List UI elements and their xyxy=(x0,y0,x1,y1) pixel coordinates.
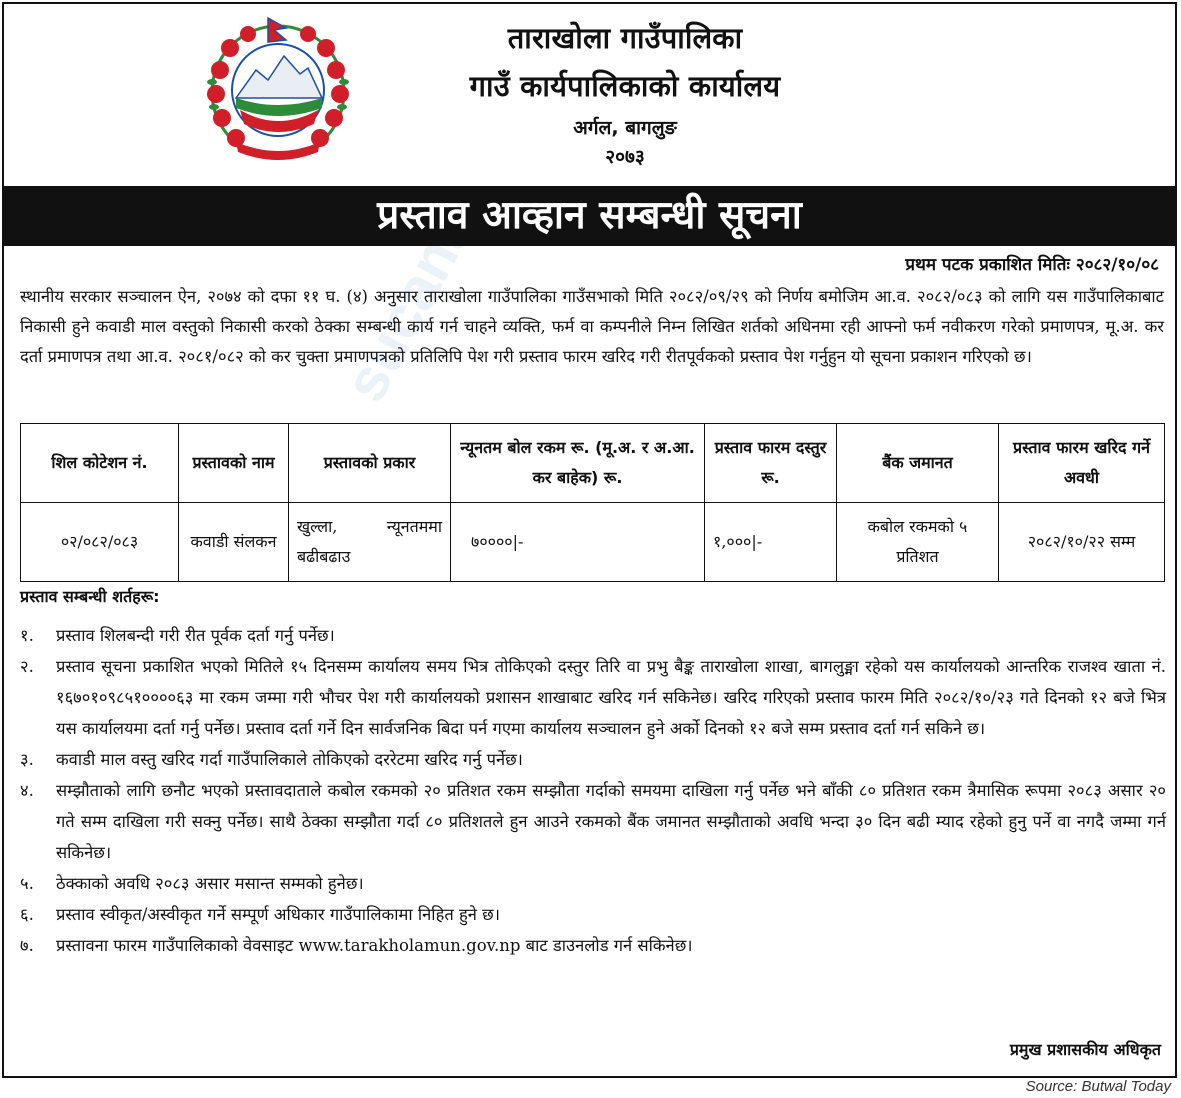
term-text: कवाडी माल वस्तु खरिद गर्दा गाउँपालिकाले तोकिएको दररेटमा खरिद गर्नु पर्नेछ। xyxy=(56,750,523,769)
term-number: ७. xyxy=(20,936,34,955)
list-item xyxy=(20,651,1166,744)
office-address: अर्गल, बागलुङ xyxy=(573,117,677,139)
list-item xyxy=(20,744,1166,775)
signatory-title: प्रमुख प्रशासकीय अधिकृत xyxy=(1009,1040,1161,1059)
notice-intro: स्थानीय सरकार सञ्चालन ऐन, २०७४ को दफा ११ घ. (४) अनुसार ताराखोला गाउँपालिका गाउँसभाको मिति २०८२/०९/२९ को निर्णय बमोजिम आ.व. २०८२/०८३ को लागि यस गाउँपालिकाबाट निकासी हुने कवाडी माल वस्तुको निकासी करको ठेक्का सम्बन्धी कार्य गर्न चाहने व्यक्ति, फर्म वा कम्पनीले निम्न लिखित शर्तको अधिनमा रही आफ्नो फर्म नवीकरण गरेको प्रमाणपत्र, मू.अ. कर दर्ता प्रमाणपत्र तथा आ.व. २०८१/०८२ को कर चुक्ता प्रमाणपत्रको प्रतिलिपि पेश गरी प्रस्ताव फारम खरिद गरी रीतपूर्वकको प्रस्ताव पेश गर्नुहुन यो सूचना प्रकाशन गरिएको छ। xyxy=(20,287,1164,366)
term-text: सम्झौताको लागि छनौट भएको प्रस्तावदाताले कबोल रकमको २० प्रतिशत रकम सम्झौता गर्दाको समयमा दाखिला गर्नु पर्नेछ भने बाँकी ८० प्रतिशत रकम त्रैमासिक रूपमा २०८३ असार २० गते सम्म दाखिला गरी सक्नु पर्नेछ। साथै ठेक्का सम्झौता गर्दा ८० प्रतिशतले हुन आउने रकमको बैंक जमानत सम्झौताको अवधि भन्दा ३० दिन बढी म्याद रहेको हुनु पर्ने वा नगदै जम्मा गर्न सकिनेछ। xyxy=(56,781,1166,862)
established-year: २०७३ xyxy=(605,146,645,168)
published-date-label: प्रथम पटक प्रकाशित मितिः xyxy=(905,255,1070,275)
proposal-type-cell: खुल्ला, न्यूनतममा बढीबढाउ xyxy=(289,503,451,582)
table-header: बैंक जमानत xyxy=(837,424,999,503)
terms-title: प्रस्ताव सम्बन्धी शर्तहरू: xyxy=(20,587,160,606)
list-item xyxy=(20,899,1166,930)
term-text: ठेक्काको अवधि २०८३ असार मसान्त सम्मको हुनेछ। xyxy=(56,874,364,893)
min-bid-cell: ७००००|- xyxy=(451,503,705,582)
bank-guarantee-cell: कबोल रकमको ५ प्रतिशत xyxy=(837,503,999,582)
table-header: शिल कोटेशन नं. xyxy=(21,424,179,503)
source-credit: Source: Butwal Today xyxy=(1025,1078,1171,1095)
list-item xyxy=(20,620,1166,651)
table-header: प्रस्तावको प्रकार xyxy=(289,424,451,503)
watermark: sucana xyxy=(330,197,488,412)
list-item xyxy=(20,930,1166,961)
term-number: १. xyxy=(20,626,34,645)
government-emblem-icon xyxy=(196,12,361,164)
term-number: २. xyxy=(20,657,34,676)
term-text: प्रस्ताव सूचना प्रकाशित भएको मितिले १५ दिनसम्म कार्यालय समय भित्र तोकिएको दस्तुर तिरि वा प्रभु बैङ्क ताराखोला शाखा, बागलुङ्मा रहेको यस कार्यालयको आन्तरिक राजश्व खाता नं. १६७०१०९८५१००००६३ मा रकम जम्मा गरी भौचर पेश गरी कार्यालयको प्रशासन शाखाबाट खरिद गर्न सकिनेछ। खरिद गरिएको प्रस्ताव फारम मिति २०८२/१०/२३ गते दिनको १२ बजे भित्र यस कार्यालयमा दर्ता गर्नु पर्नेछ। प्रस्ताव दर्ता गर्ने दिन सार्वजनिक बिदा पर्न गएमा कार्यालय सञ्चालन हुने अर्को दिनको १२ बजे सम्म प्रस्ताव दर्ता गर्न सकिने छ। xyxy=(56,657,1166,738)
form-fee-cell: १,०००|- xyxy=(705,503,837,582)
proposal-name-cell: कवाडी संलकन xyxy=(179,503,289,582)
terms-list xyxy=(20,620,1166,961)
notice-title: प्रस्ताव आव्हान सम्बन्धी सूचना xyxy=(2,186,1177,246)
list-item xyxy=(20,868,1166,899)
quotation-number-cell: ०२/०८२/०८३ xyxy=(21,503,179,582)
office-header xyxy=(360,14,890,170)
office-name: गाउँ कार्यपालिकाको कार्यालय xyxy=(469,69,781,103)
published-date-value: २०८२/१०/०८ xyxy=(1075,255,1159,275)
list-item xyxy=(20,775,1166,868)
term-text: प्रस्ताव शिलबन्दी गरी रीत पूर्वक दर्ता गर्नु पर्नेछ। xyxy=(56,626,335,645)
term-text: प्रस्ताव स्वीकृत/अस्वीकृत गर्ने सम्पूर्ण अधिकार गाउँपालिकामा निहित हुने छ। xyxy=(56,905,500,924)
municipality-name: ताराखोला गाउँपालिका xyxy=(507,21,743,55)
term-text: प्रस्तावना फारम गाउँपालिकाको वेवसाइट www.tarakholamun.gov.np बाट डाउनलोड गर्न सकिनेछ। xyxy=(56,936,693,955)
table-header: प्रस्ताव फारम खरिद गर्ने अवधी xyxy=(999,424,1165,503)
table-header: न्यूनतम बोल रकम रू. (मू.अ. र अ.आ. कर बाहेक) रू. xyxy=(451,424,705,503)
term-number: ६. xyxy=(20,905,34,924)
term-number: ३. xyxy=(20,750,34,769)
table-row xyxy=(21,503,1165,582)
table-header: प्रस्तावको नाम xyxy=(179,424,289,503)
published-date xyxy=(905,253,1159,277)
quotation-table xyxy=(20,423,1165,582)
table-header: प्रस्ताव फारम दस्तुर रू. xyxy=(705,424,837,503)
table-header-row xyxy=(21,424,1165,503)
term-number: ४. xyxy=(20,781,34,800)
purchase-deadline-cell: २०८२/१०/२२ सम्म xyxy=(999,503,1165,582)
term-number: ५. xyxy=(20,874,34,893)
